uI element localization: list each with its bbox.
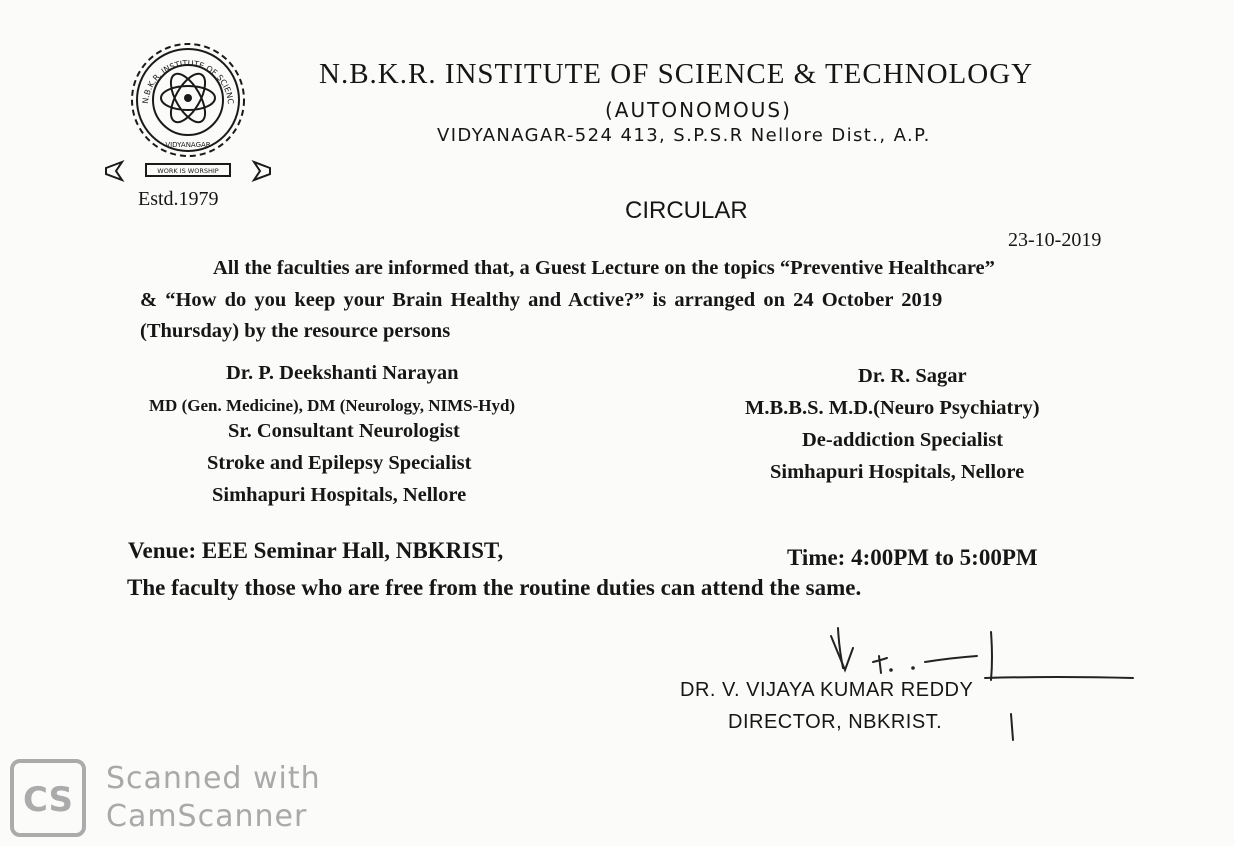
speaker-1-hospital: Simhapuri Hospitals, Nellore <box>212 484 467 506</box>
watermark-line-1: Scanned with <box>106 761 321 796</box>
body-line-1: All the faculties are informed that, a Guest Lecture on the topics “Preventive Healthcare” <box>213 257 995 279</box>
event-time: Time: 4:00PM to 5:00PM <box>787 545 1038 570</box>
speaker-1-qualification: MD (Gen. Medicine), DM (Neurology, NIMS-Hyd) <box>149 396 516 415</box>
camscanner-icon-text: CS <box>22 780 74 820</box>
speaker-1-specialty: Stroke and Epilepsy Specialist <box>207 452 472 474</box>
autonomous-label: (AUTONOMOUS) <box>605 98 792 122</box>
speaker-1-designation: Sr. Consultant Neurologist <box>228 420 460 442</box>
speaker-2-name: Dr. R. Sagar <box>858 365 967 387</box>
institute-logo <box>104 40 272 186</box>
speaker-2-designation: De-addiction Specialist <box>802 429 1004 451</box>
established-year: Estd.1979 <box>138 188 219 210</box>
speaker-1-name: Dr. P. Deekshanti Narayan <box>226 362 459 384</box>
body-line-3: (Thursday) by the resource persons <box>140 320 451 342</box>
circular-date: 23-10-2019 <box>1008 229 1102 251</box>
institute-name: N.B.K.R. INSTITUTE OF SCIENCE & TECHNOLOGY <box>319 58 1034 90</box>
institute-address: VIDYANAGAR-524 413, S.P.S.R Nellore Dist., A.P. <box>437 125 931 146</box>
signatory-name: DR. V. VIJAYA KUMAR REDDY <box>680 679 974 701</box>
camscanner-watermark-text <box>106 760 321 836</box>
circular-heading: CIRCULAR <box>625 197 748 224</box>
speaker-2-qualification: M.B.B.S. M.D.(Neuro Psychiatry) <box>745 397 1040 419</box>
watermark-line-2: CamScanner <box>106 799 308 834</box>
camscanner-icon <box>10 759 86 837</box>
logo-ring-text: N.B.K.R. INSTITUTE OF SCIENC <box>140 58 236 105</box>
event-note: The faculty those who are free from the routine duties can attend the same. <box>127 575 862 600</box>
speaker-2-hospital: Simhapuri Hospitals, Nellore <box>770 461 1025 483</box>
logo-bottom-text: VIDYANAGAR <box>165 141 211 149</box>
signatory-designation: DIRECTOR, NBKRIST. <box>728 711 943 733</box>
event-venue: Venue: EEE Seminar Hall, NBKRIST, <box>128 538 504 563</box>
body-line-2: & “How do you keep your Brain Healthy and Active?” is arranged on 24 October 2019 <box>140 289 943 311</box>
logo-banner-text: WORK IS WORSHIP <box>157 167 219 175</box>
